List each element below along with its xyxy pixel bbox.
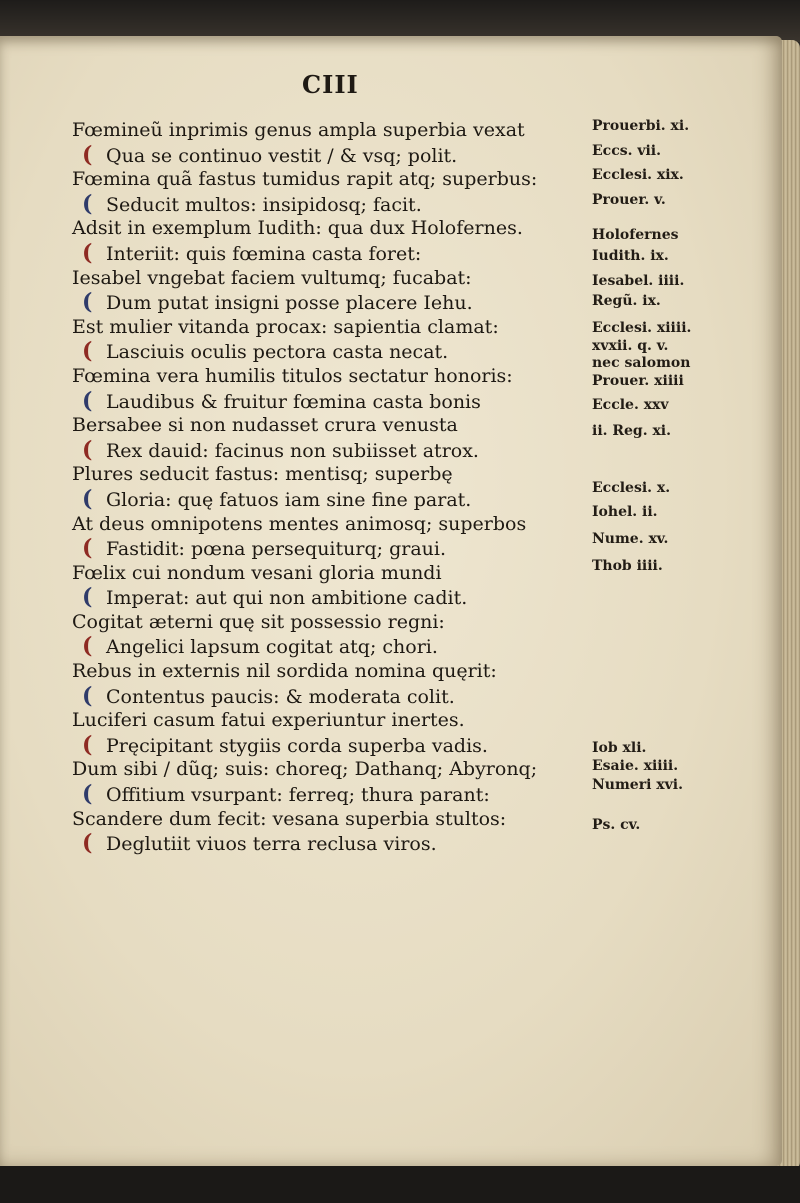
verse-line-text: Plures seducit fastus: mentisq; superbę bbox=[72, 463, 453, 486]
verse-line bbox=[72, 782, 592, 807]
margin-reference: Prouerbi. xi. bbox=[592, 118, 690, 134]
verse-line bbox=[72, 733, 592, 758]
rubric-paragraph-mark: ( bbox=[82, 731, 93, 758]
verse-line bbox=[72, 536, 592, 561]
verse-line bbox=[72, 364, 592, 389]
rubric-paragraph-mark: ( bbox=[82, 682, 93, 709]
verse-line-text: Fœlix cui nondum vesani gloria mundi bbox=[72, 561, 442, 584]
margin-reference: Iob xli. bbox=[592, 740, 647, 757]
verse-line-text: Dum sibi / dũq; suis: choreq; Dathanq; Abyronq; bbox=[72, 758, 538, 781]
rubric-paragraph-mark: ( bbox=[82, 584, 93, 611]
margin-reference: Iudith. ix. bbox=[592, 248, 669, 265]
verse-text-block bbox=[72, 118, 592, 856]
margin-reference: Iesabel. iiii. bbox=[592, 272, 685, 289]
verse-line-text: Seducit multos: insipidosq; facit. bbox=[106, 193, 422, 216]
margin-reference: ii. Reg. xi. bbox=[592, 423, 672, 440]
margin-reference: Eccs. vii. bbox=[592, 142, 661, 159]
verse-line-text: At deus omnipotens mentes animosq; superbos bbox=[72, 512, 527, 535]
verse-line-text: Bersabee si non nudasset crura venusta bbox=[72, 414, 458, 437]
margin-reference: Iohel. ii. bbox=[592, 504, 658, 521]
verse-line-text: Adsit in exemplum Iudith: qua dux Holofernes. bbox=[72, 217, 523, 240]
verse-line bbox=[72, 143, 592, 168]
verse-line bbox=[72, 290, 592, 315]
margin-reference: Numeri xvi. bbox=[592, 777, 683, 794]
verse-line-text: Iesabel vngebat faciem vultumq; fucabat: bbox=[72, 266, 472, 289]
verse-line bbox=[72, 585, 592, 610]
verse-line-text: Interiit: quis fœmina casta foret: bbox=[106, 242, 422, 265]
verse-line-text: Offitium vsurpant: ferreq; thura parant: bbox=[106, 784, 490, 807]
verse-line-text: Qua se continuo vestit / & vsq; polit. bbox=[106, 144, 458, 167]
margin-reference: Nume. xv. bbox=[592, 531, 669, 548]
margin-reference: Regũ. ix. bbox=[592, 292, 661, 309]
margin-reference: Holofernes bbox=[592, 227, 679, 244]
margin-reference: Thob iiii. bbox=[592, 558, 663, 575]
verse-line bbox=[72, 512, 592, 537]
verse-line bbox=[72, 487, 592, 512]
margin-reference: xvxii. q. v. bbox=[592, 338, 669, 355]
rubric-paragraph-mark: ( bbox=[82, 781, 93, 808]
verse-line-text: Dum putat insigni posse placere Iehu. bbox=[106, 292, 473, 315]
margin-reference: Prouer. xiiii bbox=[592, 372, 684, 389]
rubric-paragraph-mark: ( bbox=[82, 485, 93, 512]
rubric-paragraph-mark: ( bbox=[82, 141, 93, 168]
verse-line bbox=[72, 684, 592, 709]
verse-line bbox=[72, 389, 592, 414]
verse-line-text: Fœmineũ inprimis genus ampla superbia vexat bbox=[72, 119, 525, 141]
verse-line-text: Imperat: aut qui non ambitione cadit. bbox=[106, 587, 468, 610]
verse-line-text: Est mulier vitanda procax: sapientia clamat: bbox=[72, 315, 499, 338]
margin-reference: Ps. cv. bbox=[592, 816, 641, 833]
rubric-paragraph-mark: ( bbox=[82, 289, 93, 316]
verse-line-text: Gloria: quę fatuos iam sine fine parat. bbox=[106, 488, 472, 511]
verse-line-text: Luciferi casum fatui experiuntur inertes. bbox=[72, 709, 465, 732]
rubric-paragraph-mark: ( bbox=[82, 830, 93, 857]
verse-line-text: Cogitat æterni quę sit possessio regni: bbox=[72, 610, 445, 633]
verse-line bbox=[72, 241, 592, 266]
margin-reference: Prouer. v. bbox=[592, 191, 666, 208]
verse-line-text: Deglutiit viuos terra reclusa viros. bbox=[106, 833, 437, 856]
folio-number: CIII bbox=[302, 70, 359, 99]
verse-line-text: Fœmina vera humilis titulos sectatur honoris: bbox=[72, 364, 513, 387]
verse-line bbox=[72, 634, 592, 659]
verse-line bbox=[72, 339, 592, 364]
verse-line bbox=[72, 610, 592, 635]
margin-reference: Ecclesi. xix. bbox=[592, 167, 684, 184]
verse-line bbox=[72, 438, 592, 463]
verse-line-text: Rex dauid: facinus non subiisset atrox. bbox=[106, 439, 479, 462]
rubric-paragraph-mark: ( bbox=[82, 190, 93, 217]
margin-reference: Ecclesi. xiiii. bbox=[592, 319, 692, 336]
verse-line bbox=[72, 807, 592, 832]
verse-line-text: Fastidit: pœna persequiturq; graui. bbox=[106, 538, 446, 561]
verse-line bbox=[72, 757, 592, 782]
verse-line bbox=[72, 266, 592, 291]
verse-line-text: Rebus in externis nil sordida nomina quęrit: bbox=[72, 660, 497, 683]
scan-background-bottom bbox=[0, 1166, 800, 1203]
margin-reference: nec salomon bbox=[592, 355, 691, 372]
verse-line-text: Lasciuis oculis pectora casta necat. bbox=[106, 341, 449, 364]
verse-line-text: Fœmina quã fastus tumidus rapit atq; superbus: bbox=[72, 168, 538, 191]
margin-reference: Ecclesi. x. bbox=[592, 479, 671, 496]
verse-line bbox=[72, 831, 592, 856]
verse-line-text: Angelici lapsum cogitat atq; chori. bbox=[106, 636, 438, 659]
verse-line-text: Scandere dum fecit: vesana superbia stultos: bbox=[72, 807, 507, 830]
verse-line bbox=[72, 659, 592, 684]
margin-reference: Esaie. xiiii. bbox=[592, 757, 679, 774]
verse-line bbox=[72, 315, 592, 340]
verse-line bbox=[72, 192, 592, 217]
rubric-paragraph-mark: ( bbox=[82, 239, 93, 266]
verse-line bbox=[72, 708, 592, 733]
rubric-paragraph-mark: ( bbox=[82, 535, 93, 562]
verse-line-text: Contentus paucis: & moderata colit. bbox=[106, 685, 455, 708]
verse-line bbox=[72, 462, 592, 487]
verse-line bbox=[72, 216, 592, 241]
rubric-paragraph-mark: ( bbox=[82, 436, 93, 463]
verse-line bbox=[72, 561, 592, 586]
rubric-paragraph-mark: ( bbox=[82, 338, 93, 365]
verse-line bbox=[72, 118, 592, 143]
rubric-paragraph-mark: ( bbox=[82, 633, 93, 660]
verse-line bbox=[72, 413, 592, 438]
verse-line-text: Laudibus & fruitur fœmina casta bonis bbox=[106, 390, 481, 413]
margin-reference: Eccle. xxv bbox=[592, 397, 669, 414]
verse-line bbox=[72, 167, 592, 192]
verse-line-text: Pręcipitant stygiis corda superba vadis. bbox=[106, 734, 488, 757]
rubric-paragraph-mark: ( bbox=[82, 387, 93, 414]
